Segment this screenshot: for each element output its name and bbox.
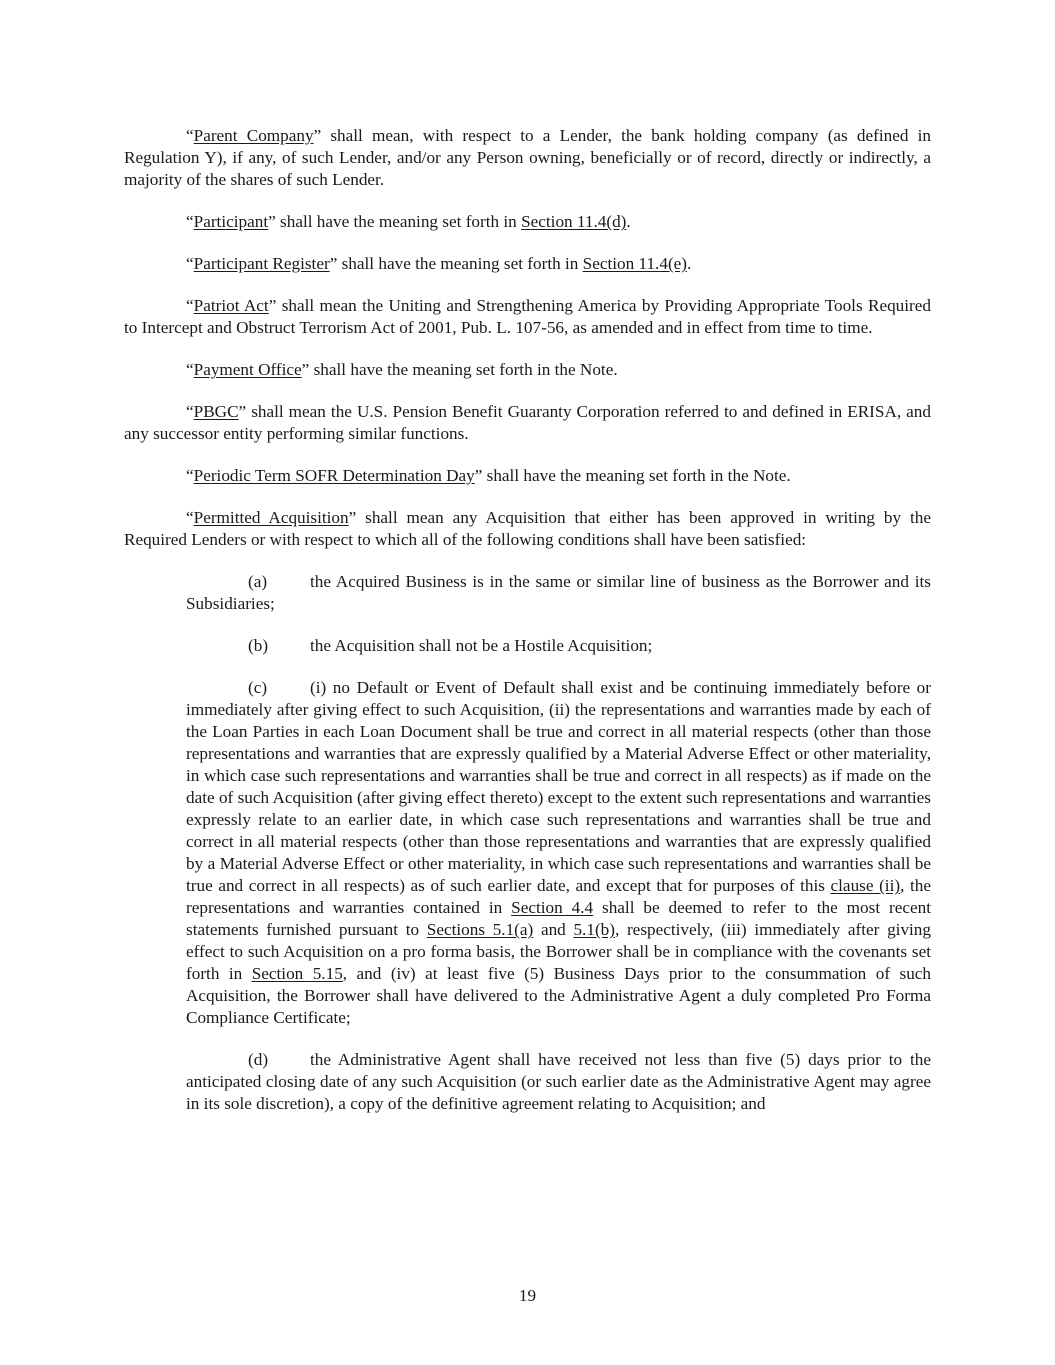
item-label: (a): [248, 572, 268, 591]
defined-term: PBGC: [193, 402, 239, 421]
open-quote: “: [186, 212, 194, 231]
defined-term: Patriot Act: [193, 296, 269, 315]
item-label: (b): [248, 636, 269, 655]
condition-item-b: [186, 635, 931, 657]
item-text: , the representations and warranties contained in: [186, 876, 931, 917]
definition-text: ” shall mean, with respect to a Lender, the bank holding company (as defined in Regulation Y), if any, of such Lender, and/or any Person owning, beneficially or of record, directly or indirectly, a majority of the shares of such Lender.: [124, 126, 931, 189]
section-reference: Section 11.4(e): [582, 254, 688, 273]
section-reference: Section 5.15: [251, 964, 343, 983]
open-quote: “: [186, 126, 194, 145]
definition-parent-company: [124, 125, 931, 191]
open-quote: “: [186, 508, 194, 527]
defined-term: Parent Company: [193, 126, 314, 145]
definition-periodic-term-sofr: [124, 465, 931, 487]
condition-item-c: [186, 677, 931, 1029]
defined-term: Periodic Term SOFR Determination Day: [193, 466, 475, 485]
item-text: the Acquired Business is in the same or similar line of business as the Borrower and its Subsidiaries;: [186, 572, 931, 613]
item-text: (i) no Default or Event of Default shall exist and be continuing immediately before or immediately after giving effect to such Acquisition, (ii) the representations and warranties made by each of the Loan Parties in each Loan Document shall be true and correct in all material respects (other than those representations and warranties that are expressly qualified by a Material Adverse Effect or other materiality, in which case such representations and warranties shall be true and correct in all respects) as if made on the date of such Acquisition (after giving effect thereto) except to the extent such representations and warranties expressly relate to an earlier date, in which case such representations and warranties shall be true and correct in all material respects (other than those representations and warranties that are expressly qualified by a Material Adverse Effect or other materiality, in which case such representations and warranties shall be true and correct in all respects) as of such earlier date, and except that for purposes of this: [186, 678, 931, 895]
definition-text: .: [687, 254, 692, 273]
open-quote: “: [186, 360, 194, 379]
item-text: shall be deemed to refer to the most recent statements furnished pursuant to: [186, 898, 931, 939]
definition-participant-register: [124, 253, 931, 275]
definition-text: ” shall have the meaning set forth in: [268, 212, 522, 231]
condition-item-d: [186, 1049, 931, 1115]
open-quote: “: [186, 402, 194, 421]
page-number: 19: [518, 1286, 537, 1305]
definition-text: ” shall have the meaning set forth in the Note.: [301, 360, 618, 379]
definition-text: .: [626, 212, 631, 231]
item-label: (c): [248, 678, 268, 697]
open-quote: “: [186, 296, 194, 315]
section-reference: Section 11.4(d): [521, 212, 627, 231]
definition-text: ” shall have the meaning set forth in: [329, 254, 583, 273]
definition-text: ” shall mean the Uniting and Strengthening America by Providing Appropriate Tools Required to Intercept and Obstruct Terrorism Act of 2001, Pub. L. 107-56, as amended and in effect from time to time.: [124, 296, 931, 337]
item-label: (d): [248, 1050, 269, 1069]
definition-text: ” shall have the meaning set forth in the Note.: [474, 466, 791, 485]
defined-term: Payment Office: [193, 360, 302, 379]
definition-payment-office: [124, 359, 931, 381]
clause-reference: clause (ii): [830, 876, 901, 895]
condition-item-a: [186, 571, 931, 615]
item-text: and: [533, 920, 574, 939]
defined-term: Permitted Acquisition: [193, 508, 349, 527]
section-reference: Sections 5.1(a): [426, 920, 534, 939]
document-page: [124, 125, 931, 1135]
open-quote: “: [186, 254, 194, 273]
defined-term: Participant: [193, 212, 269, 231]
definition-text: ” shall mean any Acquisition that either has been approved in writing by the Required Lenders or with respect to which all of the following conditions shall have been satisfied:: [124, 508, 931, 549]
definition-patriot-act: [124, 295, 931, 339]
section-reference: Section 4.4: [511, 898, 594, 917]
item-text: , and (iv) at least five (5) Business Days prior to the consummation of such Acquisition, the Borrower shall have delivered to the Administrative Agent a duly completed Pro Forma Compliance Certificate;: [186, 964, 932, 1027]
definition-pbgc: [124, 401, 931, 445]
definition-participant: [124, 211, 931, 233]
section-reference: 5.1(b): [573, 920, 615, 939]
item-text: , respectively, (iii) immediately after giving effect to such Acquisition on a pro forma basis, the Borrower shall be in compliance with the covenants set forth in: [186, 920, 931, 983]
item-text: the Acquisition shall not be a Hostile Acquisition;: [310, 636, 653, 655]
definition-text: ” shall mean the U.S. Pension Benefit Guaranty Corporation referred to and defined in ERISA, and any successor entity performing similar functions.: [124, 402, 931, 443]
defined-term: Participant Register: [193, 254, 330, 273]
item-text: the Administrative Agent shall have received not less than five (5) days prior to the anticipated closing date of any such Acquisition (or such earlier date as the Administrative Agent may agree in its sole discretion), a copy of the definitive agreement relating to Acquisition; and: [186, 1050, 931, 1113]
definition-permitted-acquisition: [124, 507, 931, 551]
open-quote: “: [186, 466, 194, 485]
